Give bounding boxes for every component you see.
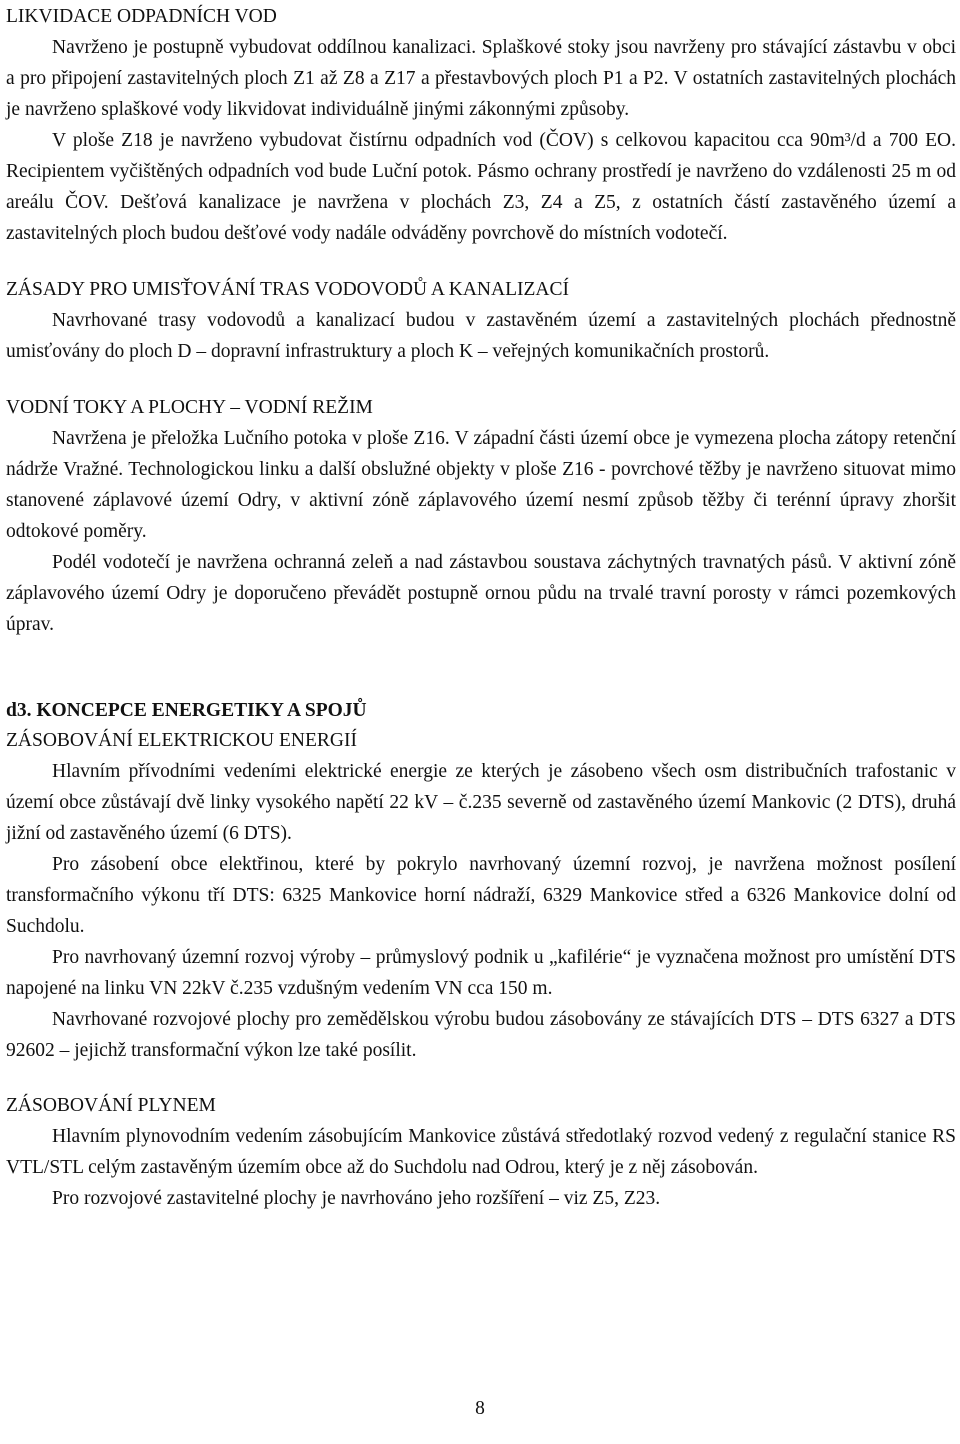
paragraph: Pro rozvojové zastavitelné plochy je navrhováno jeho rozšíření – viz Z5, Z23. (52, 1188, 661, 1209)
chapter-heading: d3. KONCEPCE ENERGETIKY A SPOJŮ (6, 700, 367, 721)
section-heading-wastewater: LIKVIDACE ODPADNÍCH VOD (6, 6, 277, 27)
page-number: 8 (475, 1398, 485, 1419)
section-heading-gas: ZÁSOBOVÁNÍ PLYNEM (6, 1095, 216, 1116)
paragraph: Navrhované trasy vodovodů a kanalizací budou v zastavěném území a zastavitelných plochách přednostně umisťovány do ploch D – dopravní infrastruktury a ploch K – veřejných komunikačních prostorů. (6, 310, 956, 362)
section-heading-electricity: ZÁSOBOVÁNÍ ELEKTRICKOU ENERGIÍ (6, 730, 357, 751)
section-heading-routing: ZÁSADY PRO UMISŤOVÁNÍ TRAS VODOVODŮ A KANALIZACÍ (6, 279, 569, 300)
paragraph: Navržena je přeložka Lučního potoka v ploše Z16. V západní části území obce je vymezena plocha zátopy retenční nádrže Vražné. Technologickou linku a další obslužné objekty v ploše Z16 - povrchové těžby je navrženo situovat mimo stanovené záplavové území Odry, v aktivní zóně záplavového území nesmí způsob těžby či terénní úpravy zhoršit odtokové poměry. (6, 428, 956, 542)
paragraph: Pro navrhovaný územní rozvoj výroby – průmyslový podnik u „kafilérie“ je vyznačena možnost pro umístění DTS napojené na linku VN 22kV č.235 vzdušným vedením VN cca 150 m. (6, 947, 956, 999)
paragraph: Hlavním plynovodním vedením zásobujícím Mankovice zůstává středotlaký rozvod vedený z regulační stanice RS VTL/STL celým zastavěným územím obce až do Suchdolu nad Odrou, který je z něj zásobován. (6, 1126, 956, 1178)
paragraph: Navrženo je postupně vybudovat oddílnou kanalizaci. Splaškové stoky jsou navrženy pro stávající zástavbu v obci a pro připojení zastavitelných ploch Z1 až Z8 a Z17 a přestavbových ploch P1 a P2. V ostatních zastavitelných plochách je navrženo splaškové vody likvidovat individuálně jinými zákonnými způsoby. (6, 37, 956, 120)
paragraph: Pro zásobení obce elektřinou, které by pokrylo navrhovaný územní rozvoj, je navržena možnost posílení transformačního výkonu tří DTS: 6325 Mankovice horní nádraží, 6329 Mankovice střed a 6326 Mankovice dolní od Suchdolu. (6, 854, 956, 937)
document-page (6, 2, 956, 1214)
section-heading-water-bodies: VODNÍ TOKY A PLOCHY – VODNÍ REŽIM (6, 397, 373, 418)
paragraph: Hlavním přívodními vedeními elektrické energie ze kterých je zásobeno všech osm distribučních trafostanic v území obce zůstávají dvě linky vysokého napětí 22 kV – č.235 severně od zastavěného území Mankovic (2 DTS), druhá jižní od zastavěného území (6 DTS). (6, 761, 956, 844)
paragraph: V ploše Z18 je navrženo vybudovat čistírnu odpadních vod (ČOV) s celkovou kapacitou cca 90m³/d a 700 EO. Recipientem vyčištěných odpadních vod bude Luční potok. Pásmo ochrany prostředí je navrženo do vzdálenosti 25 m od areálu ČOV. Dešťová kanalizace je navržena v plochách Z3, Z4 a Z5, z ostatních částí zastavěného území a zastavitelných ploch budou dešťové vody nadále odváděny povrchově do místních vodotečí. (6, 130, 956, 244)
paragraph: Navrhované rozvojové plochy pro zemědělskou výrobu budou zásobovány ze stávajících DTS – DTS 6327 a DTS 92602 – jejichž transformační výkon lze také posílit. (6, 1009, 956, 1061)
paragraph: Podél vodotečí je navržena ochranná zeleň a nad zástavbou soustava záchytných travnatých pásů. V aktivní zóně záplavového území Odry je doporučeno převádět postupně ornou půdu na trvalé travní porosty v rámci pozemkových úprav. (6, 552, 956, 635)
